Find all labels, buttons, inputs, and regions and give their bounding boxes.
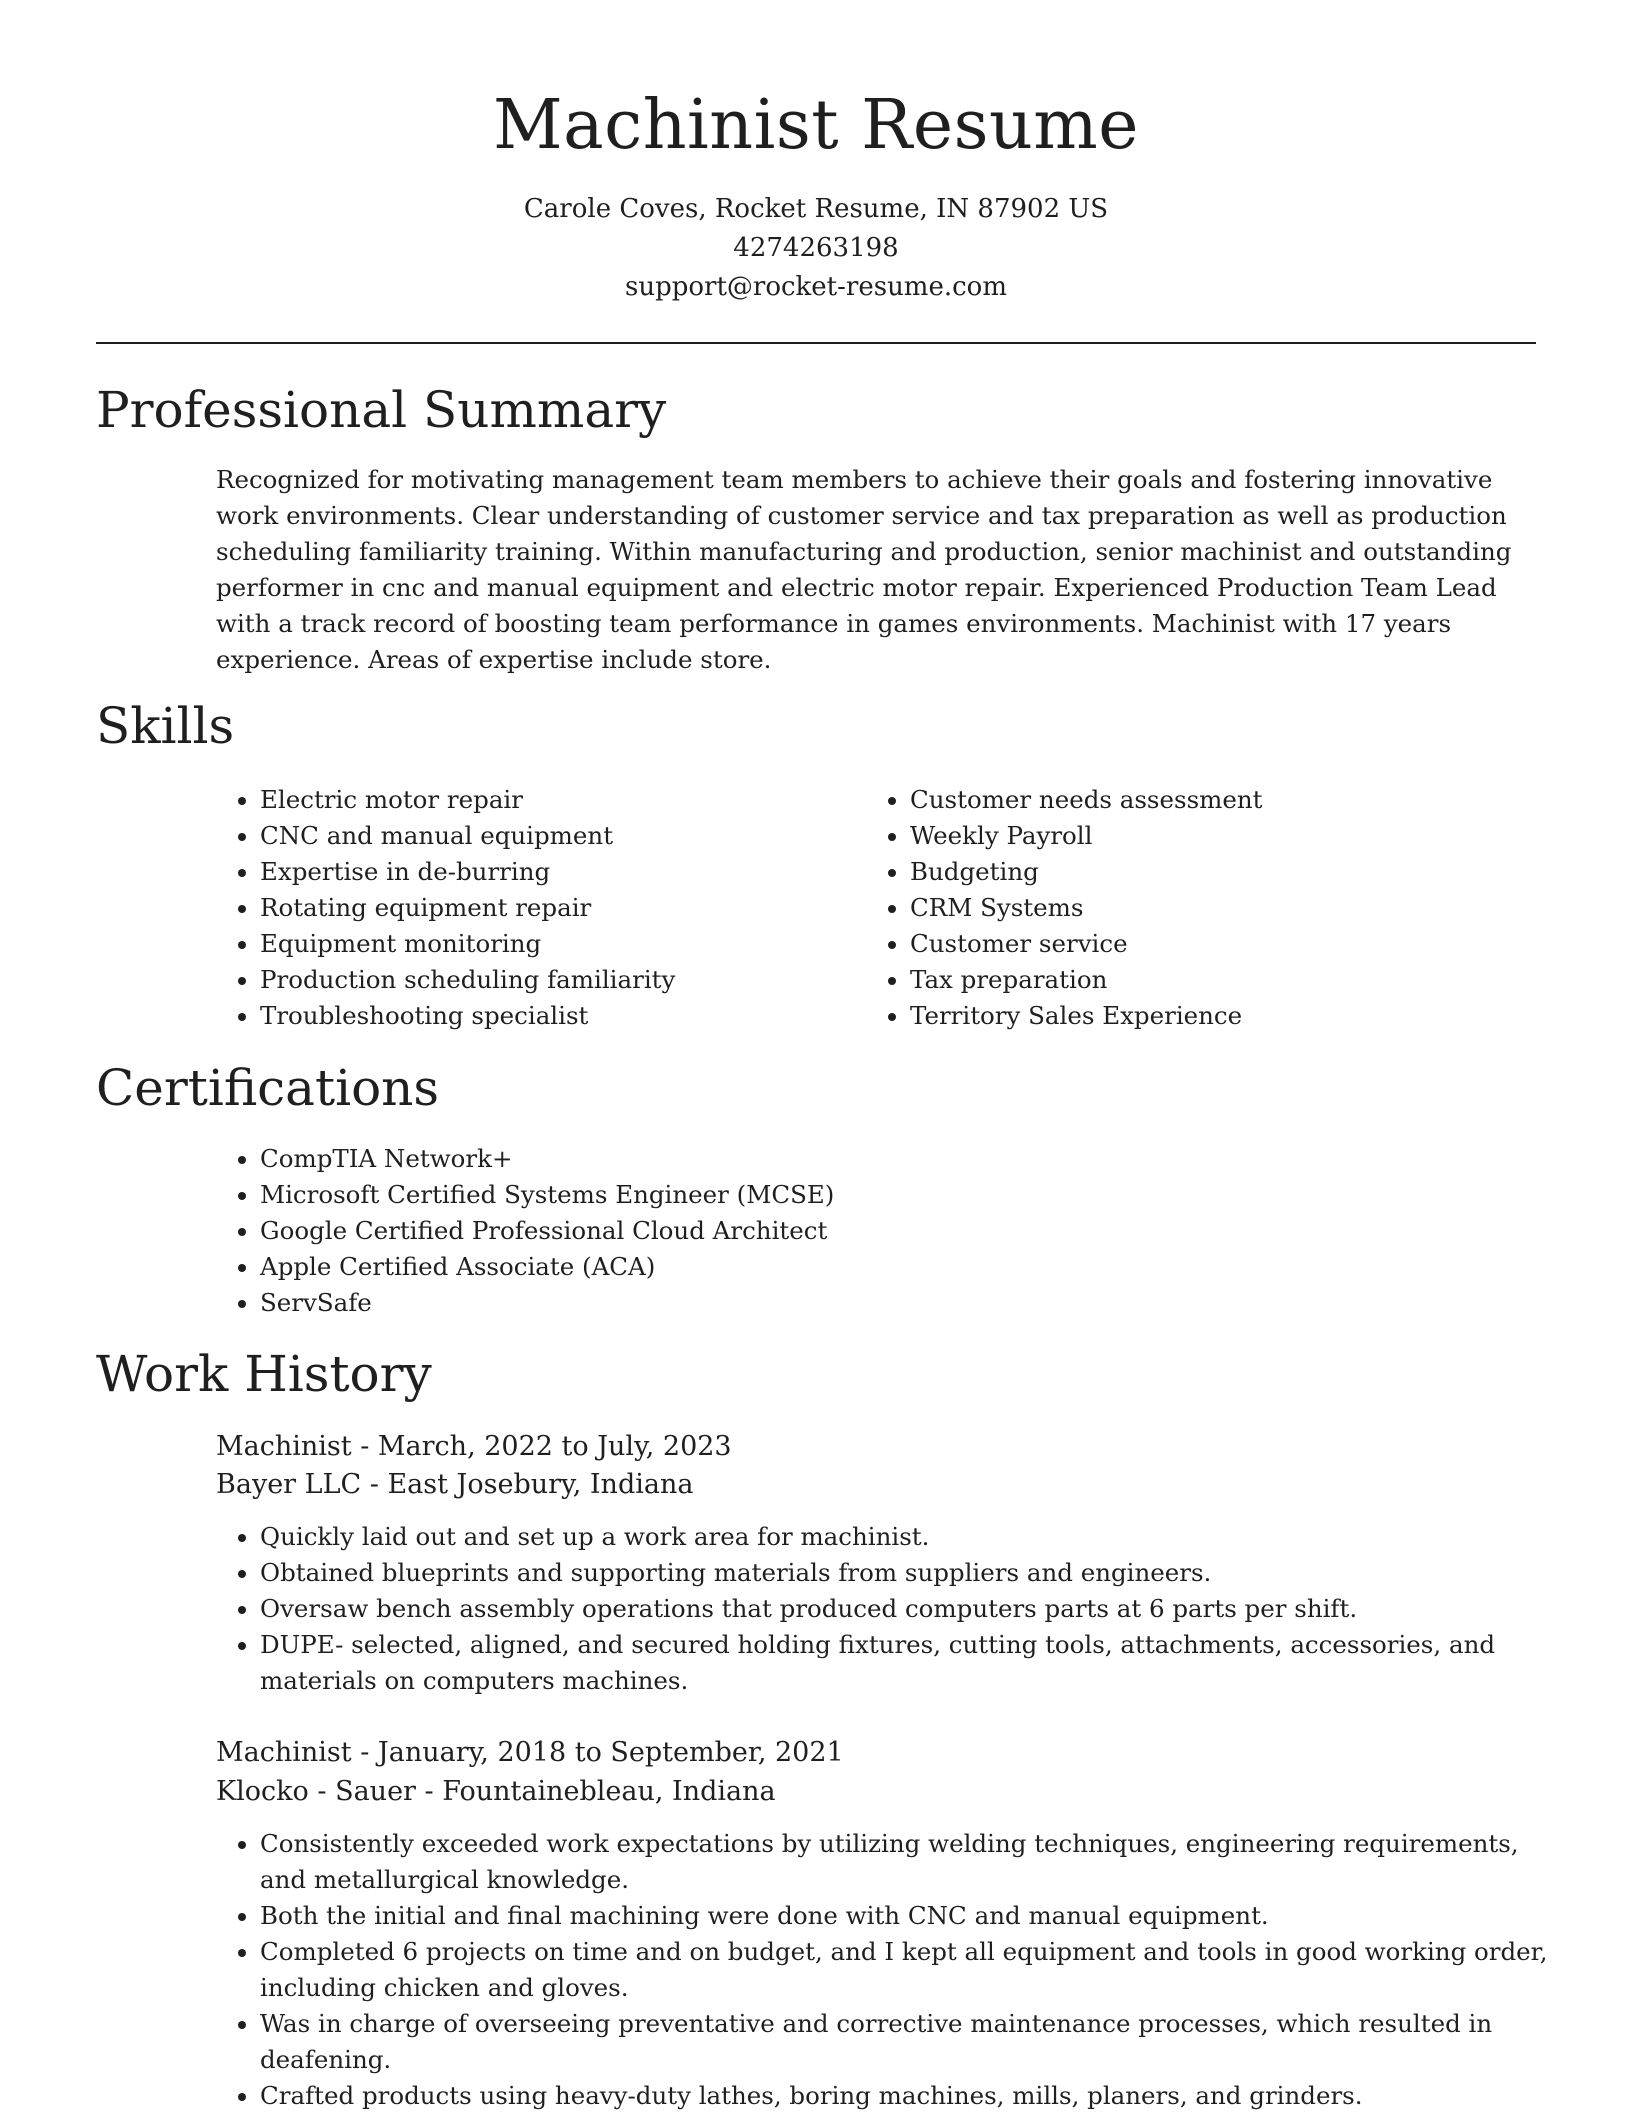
- list-item: • CompTIA Network+: [260, 1141, 1560, 1177]
- list-item: • ServSafe: [260, 1285, 1560, 1321]
- list-item: • Electric motor repair: [260, 782, 860, 818]
- list-item: • Obtained blueprints and supporting materials from suppliers and engineers.: [260, 1555, 1560, 1591]
- job-1-bullets: [216, 1519, 1560, 1699]
- list-item: • Production scheduling familiarity: [260, 962, 860, 998]
- job-2-title: Machinist - January, 2018 to September, 2021: [216, 1737, 844, 1768]
- list-item: • Google Certified Professional Cloud Architect: [260, 1213, 1560, 1249]
- list-item: • CRM Systems: [910, 890, 1530, 926]
- list-item: • Equipment monitoring: [260, 926, 860, 962]
- list-item: • Quickly laid out and set up a work area for machinist.: [260, 1519, 1560, 1555]
- skills-list-left: [216, 782, 860, 1034]
- list-item: • Oversaw bench assembly operations that produced computers parts at 6 parts per shift.: [260, 1591, 1560, 1627]
- job-1-title: Machinist - March, 2022 to July, 2023: [216, 1431, 732, 1462]
- list-item: • Customer needs assessment: [910, 782, 1530, 818]
- list-item: • Completed 6 projects on time and on budget, and I kept all equipment and tools in good working order, including chicken and gloves.: [260, 1934, 1560, 2006]
- summary-text: Recognized for motivating management team members to achieve their goals and fostering innovative work environments. Clear understanding of customer service and tax preparation as well as production scheduling familiarity training. Within manufacturing and production, senior machinist and outstanding performer in cnc and manual equipment and electric motor repair. Experienced Production Team Lead with a track record of boosting team performance in games environments. Machinist with 17 years experience. Areas of expertise include store.: [216, 465, 1512, 674]
- contact-phone: 4274263198: [733, 233, 899, 263]
- list-item: • Both the initial and final machining were done with CNC and manual equipment.: [260, 1898, 1560, 1934]
- header-divider: [96, 342, 1536, 344]
- job-2-bullets: [216, 1826, 1560, 2114]
- contact-block: [96, 190, 1536, 307]
- list-item: • Consistently exceeded work expectations by utilizing welding techniques, engineering requirements, and metallurgical knowledge.: [260, 1826, 1560, 1898]
- list-item: • Weekly Payroll: [910, 818, 1530, 854]
- skills-list-right: [866, 782, 1530, 1034]
- list-item: • Expertise in de-burring: [260, 854, 860, 890]
- list-item: • Crafted products using heavy-duty lathes, boring machines, mills, planers, and grinders.: [260, 2078, 1560, 2114]
- list-item: • Customer service: [910, 926, 1530, 962]
- skills-heading: Skills: [96, 697, 235, 755]
- list-item: • Territory Sales Experience: [910, 998, 1530, 1034]
- list-item: • Tax preparation: [910, 962, 1530, 998]
- list-item: • Apple Certified Associate (ACA): [260, 1249, 1560, 1285]
- list-item: • Rotating equipment repair: [260, 890, 860, 926]
- list-item: • CNC and manual equipment: [260, 818, 860, 854]
- list-item: • DUPE- selected, aligned, and secured holding fixtures, cutting tools, attachments, accessories, and materials on computers machines.: [260, 1627, 1560, 1699]
- job-1-company: Bayer LLC - East Josebury, Indiana: [216, 1469, 694, 1500]
- work-history-heading: Work History: [96, 1345, 432, 1403]
- contact-email: support@rocket-resume.com: [624, 272, 1007, 302]
- job-2-company: Klocko - Sauer - Fountainebleau, Indiana: [216, 1776, 776, 1807]
- resume-title: Machinist Resume: [492, 86, 1140, 165]
- list-item: • Troubleshooting specialist: [260, 998, 860, 1034]
- certifications-list: [216, 1141, 1560, 1321]
- list-item: • Microsoft Certified Systems Engineer (MCSE): [260, 1177, 1560, 1213]
- list-item: • Was in charge of overseeing preventative and corrective maintenance processes, which resulted in deafening.: [260, 2006, 1560, 2078]
- certifications-heading: Certifications: [96, 1059, 440, 1117]
- summary-heading: Professional Summary: [96, 381, 667, 439]
- contact-address: Carole Coves, Rocket Resume, IN 87902 US: [523, 194, 1109, 224]
- list-item: • Budgeting: [910, 854, 1530, 890]
